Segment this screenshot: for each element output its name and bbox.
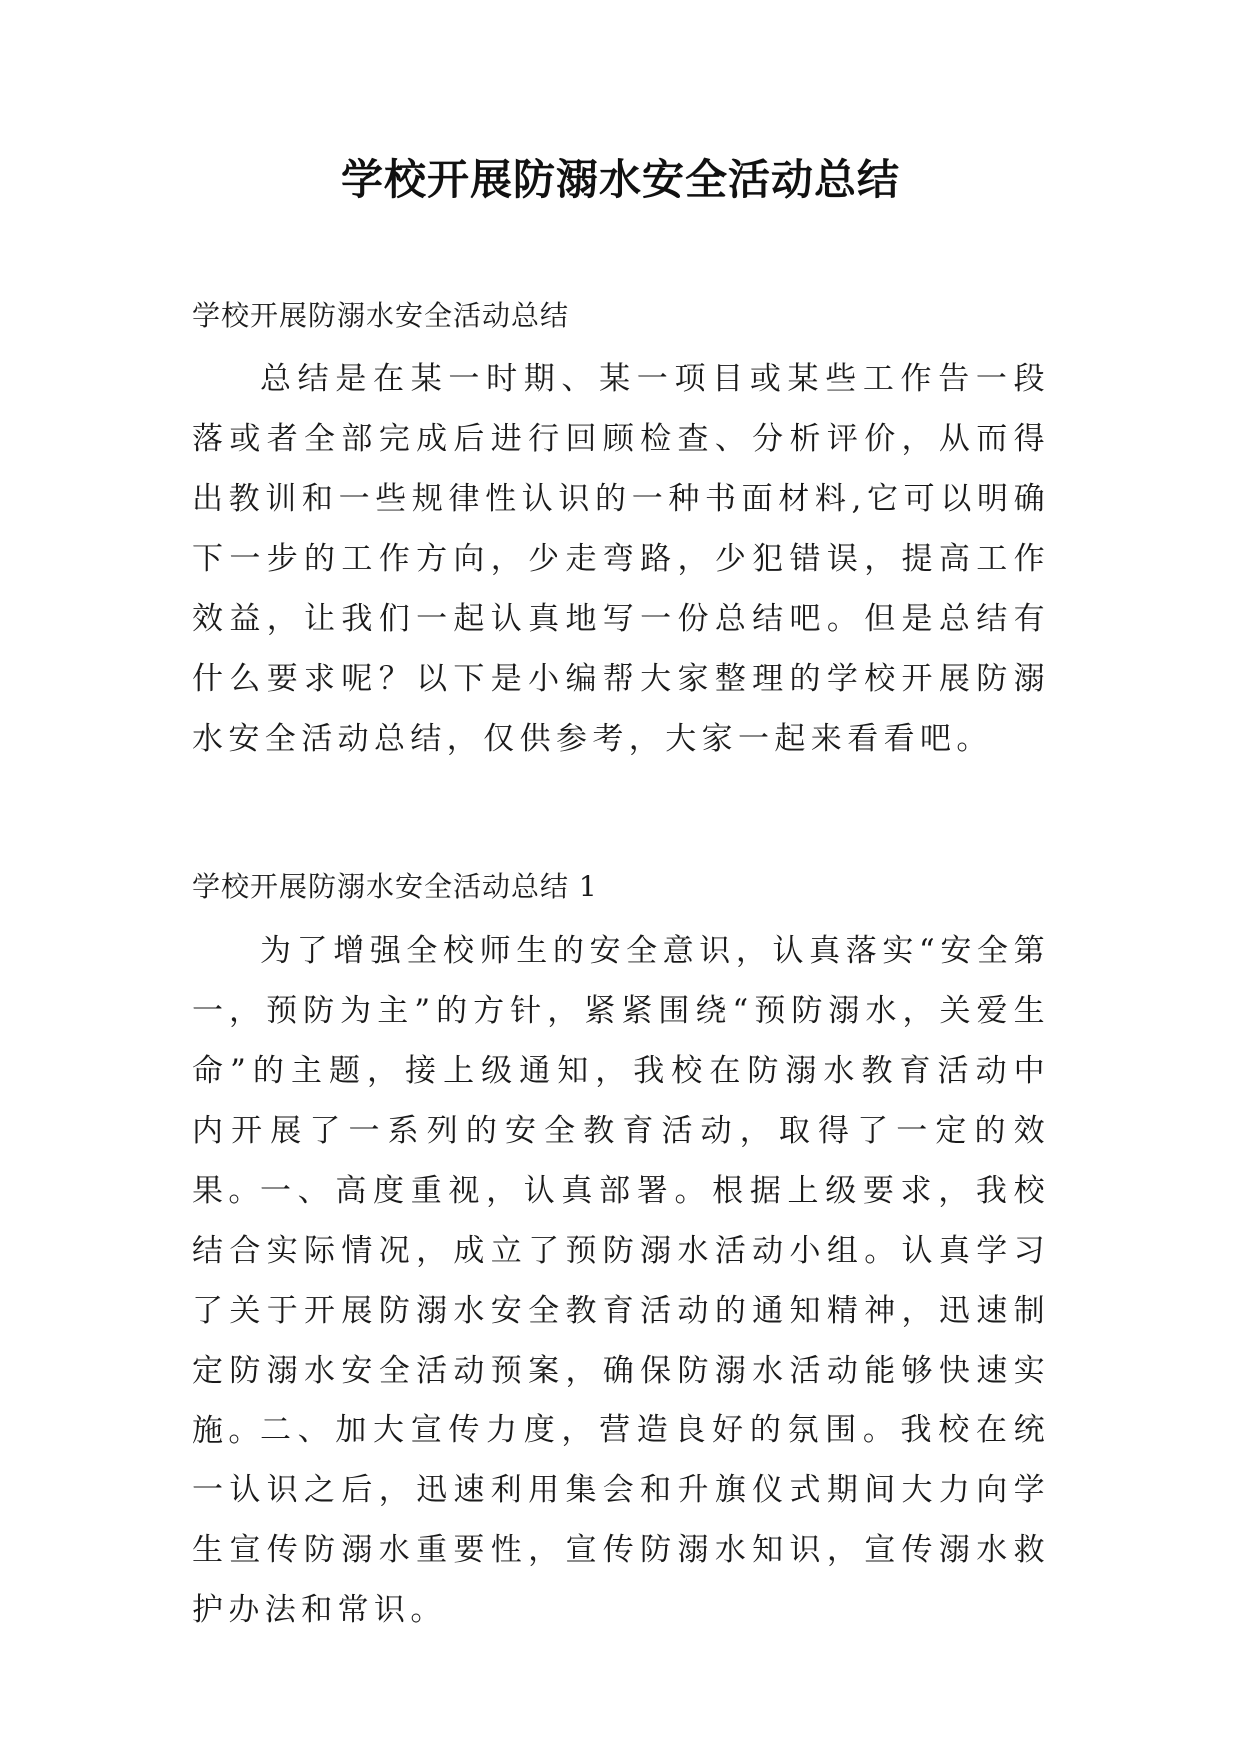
section-heading: 学校开展防溺水安全活动总结 1	[192, 870, 598, 903]
section-paragraph: 为了增强全校师生的安全意识，认真落实“安全第一，预防为主”的方针，紧紧围绕“预防溺水，关爱生命”的主题，接上级通知，我校在防溺水教育活动中内开展了一系列的安全教育活动，取得了一定的效果。	[192, 933, 1050, 1209]
document-title: 学校开展防溺水安全活动总结	[340, 155, 900, 204]
section-paragraph: 一、高度重视，认真部署。根据上级要求，我校结合实际情况，成立了预防溺水活动小组。认真学习了关于开展防溺水安全教育活动的通知精神，迅速制定防溺水安全活动预案，确保防溺水活动能够快速实施。	[192, 1173, 1050, 1449]
section-paragraph: 二、加大宣传力度，营造良好的氛围。我校在统一认识之后，迅速利用集会和升旗仪式期间大力向学生宣传防溺水重要性，宣传防溺水知识，宣传溺水救护办法和常识。	[192, 1412, 1050, 1628]
intro-heading: 学校开展防溺水安全活动总结	[192, 299, 570, 332]
intro-paragraph: 总结是在某一时期、某一项目或某些工作告一段落或者全部完成后进行回顾检查、分析评价，从而得出教训和一些规律性认识的一种书面材料,它可以明确下一步的工作方向，少走弯路，少犯错误，提高工作效益，让我们一起认真地写一份总结吧。但是总结有什么要求呢？以下是小编帮大家整理的学校开展防溺水安全活动总结，仅供参考，大家一起来看看吧。	[192, 361, 1050, 757]
